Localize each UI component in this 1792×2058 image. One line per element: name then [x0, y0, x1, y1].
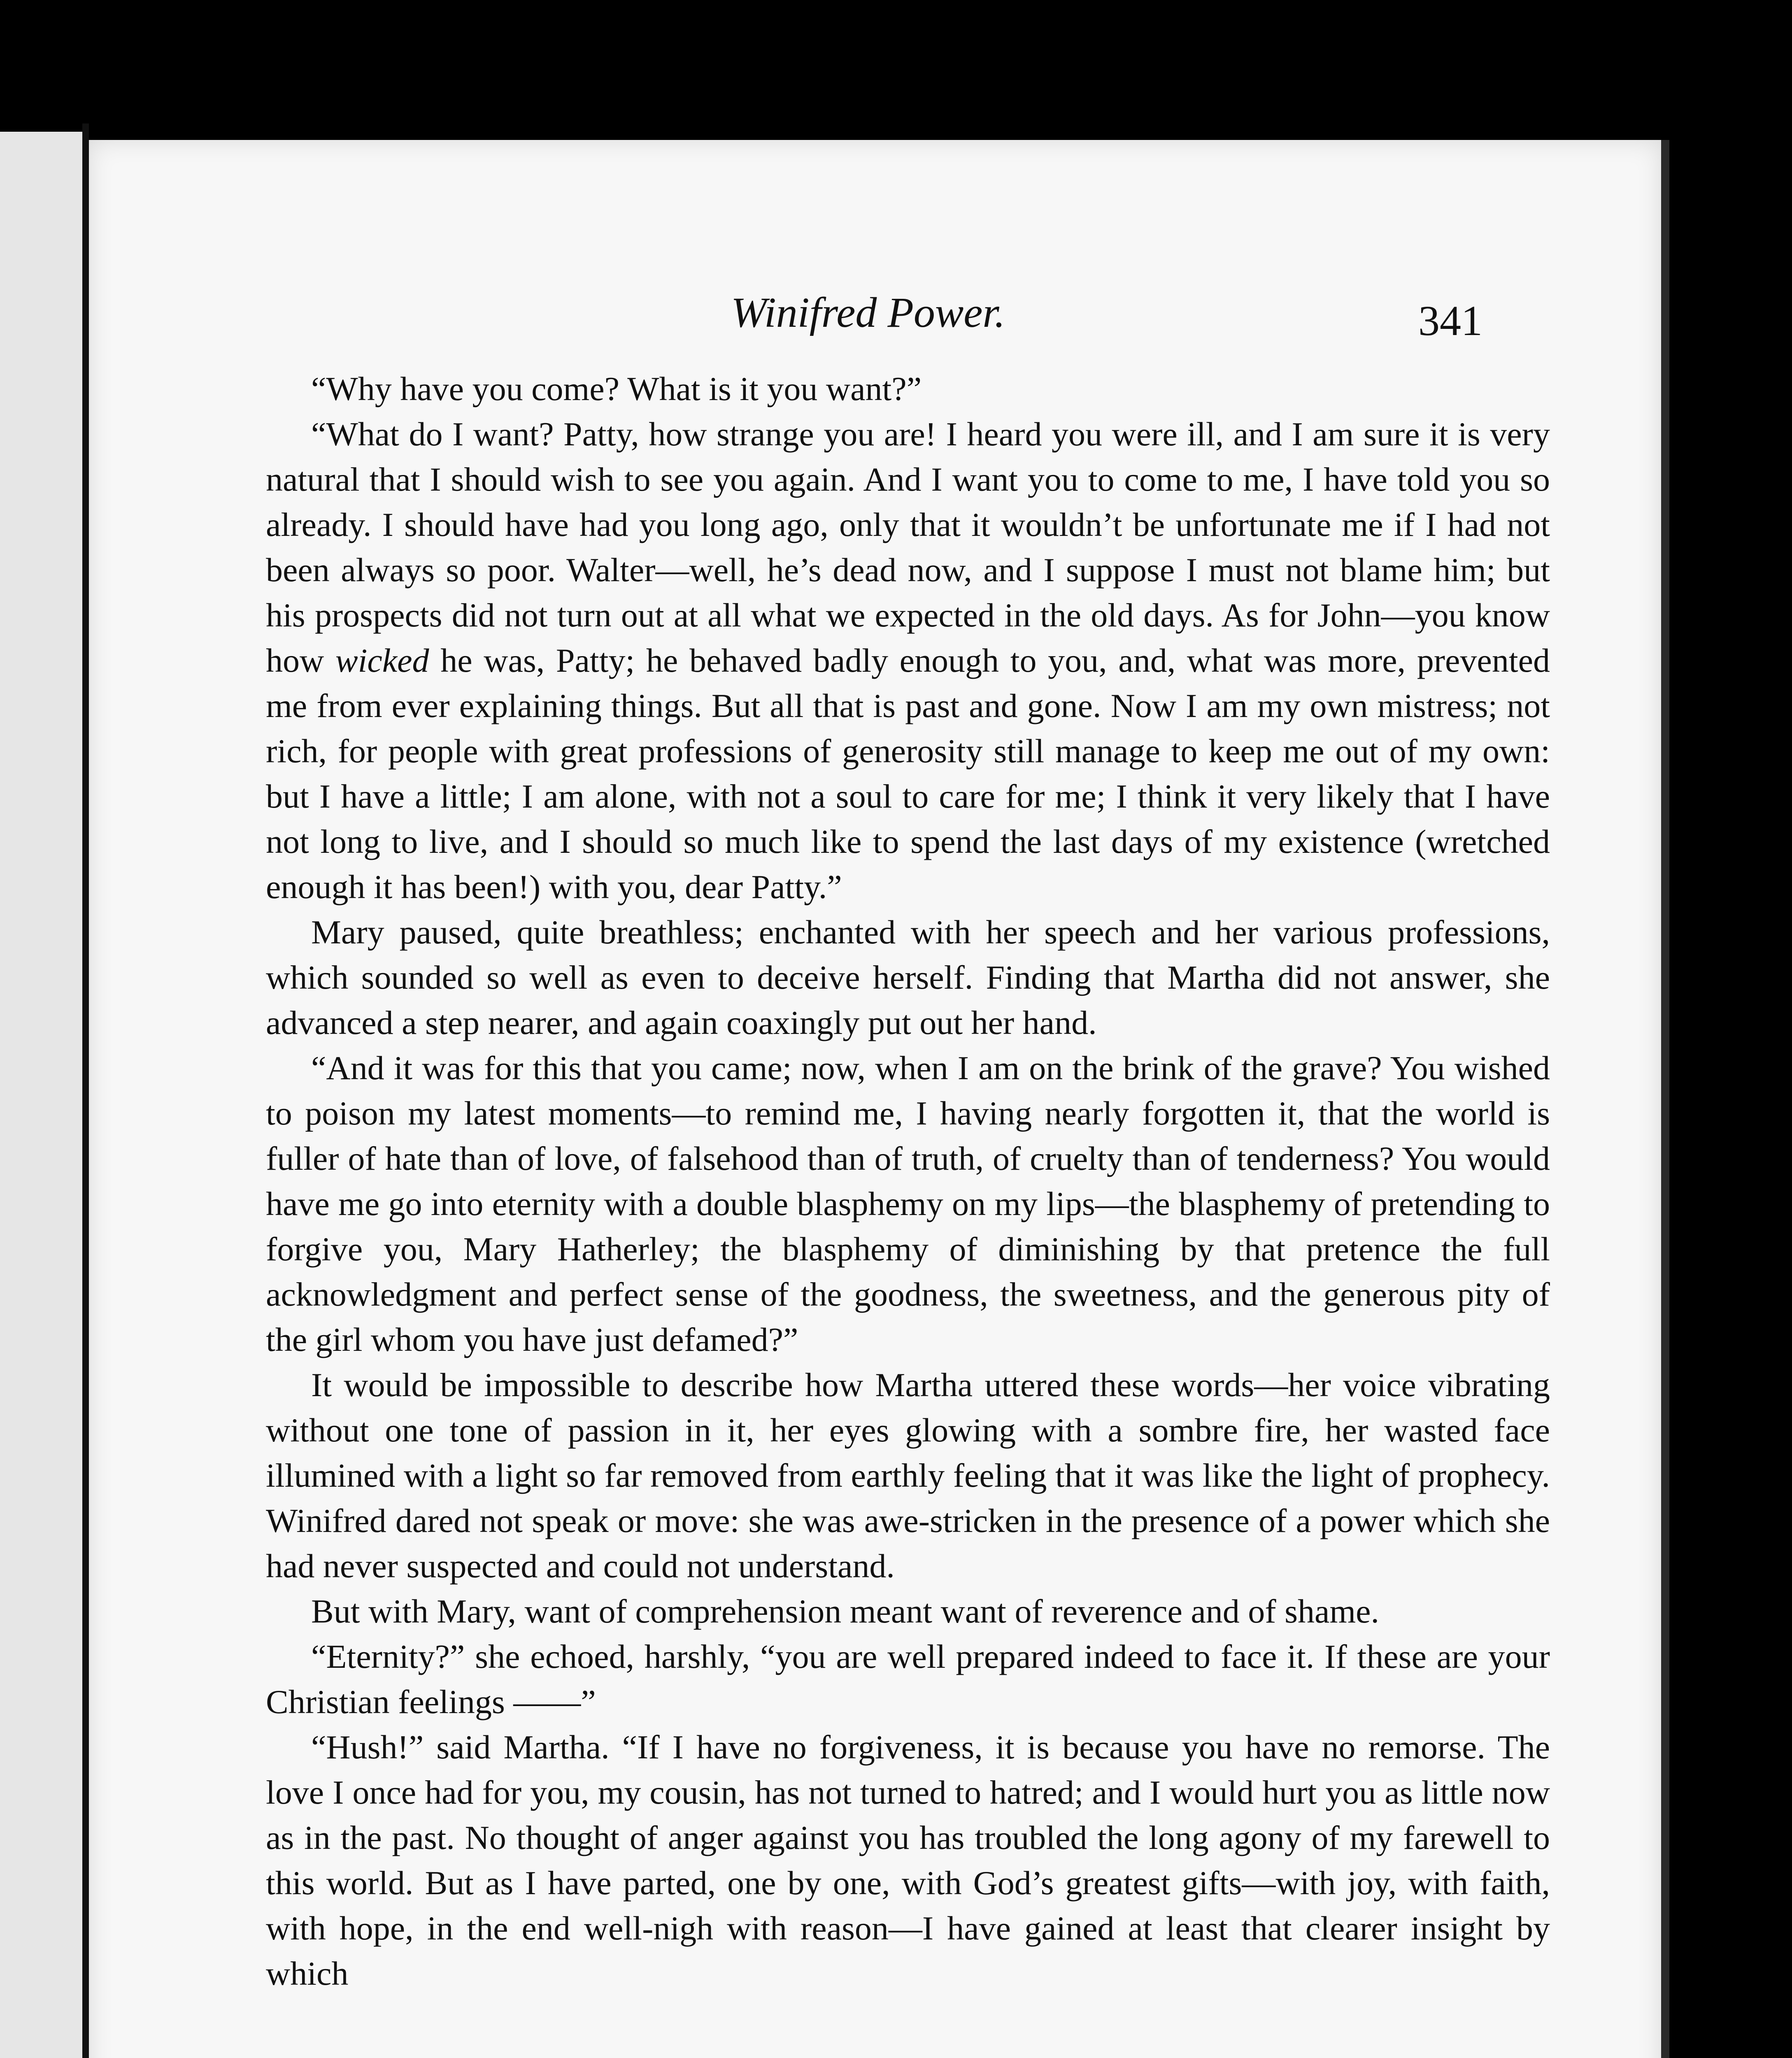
running-title: Winifred Power. — [731, 289, 1005, 336]
paragraph: Mary paused, quite breathless; enchanted with her speech and her various professions, which sounded so well as even to deceive herself. Finding that Martha did not answer, she advanced a step nearer, and again coaxingly put out her hand. — [266, 913, 1550, 1041]
paragraph: “Eternity?” she echoed, harshly, “you are well prepared indeed to face it. If these are your Christian feelings ——” — [266, 1638, 1550, 1720]
left-page-edge — [0, 132, 88, 2058]
book-gutter — [82, 123, 89, 2058]
body-text — [266, 366, 1550, 1996]
paragraph — [266, 412, 1550, 910]
paragraph-text: “What do I want? Patty, how strange you are! I heard you were ill, and I am sure it is very natural that I should wish to see you again. And I want you to come to me, I have told you so already. I should have had you long ago, only that it wouldn’t be unfortunate me if I had not been always so poor. Walter—well, he’s dead now, and I suppose I must not blame him; but his prospects did not turn out at all what we expected in the old days. As for John—you know how — [266, 415, 1550, 679]
right-page-edge — [1661, 140, 1669, 2058]
paragraph: “And it was for this that you came; now, when I am on the brink of the grave? You wished to poison my latest moments—to remind me, I having nearly forgotten it, that the world is fuller of hate than of love, of falsehood than of truth, of cruelty than of tenderness? You would have me go into eternity with a double blasphemy on my lips—the blasphemy of pretending to forgive you, Mary Hatherley; the blasphemy of diminishing by that pretence the full acknowledgment and perfect sense of the goodness, the sweetness, and the generous pity of the girl whom you have just defamed?” — [266, 1049, 1550, 1358]
paragraph: It would be impossible to describe how Martha uttered these words—her voice vibrating without one tone of passion in it, her eyes glowing with a sombre fire, her wasted face illumined with a light so far removed from earthly feeling that it was like the light of prophecy. Winifred dared not speak or move: she was awe-stricken in the presence of a power which she had never suspected and could not understand. — [266, 1366, 1550, 1585]
paragraph-text: he was, Patty; he behaved badly enough to you, and, what was more, prevented me from ever explaining things. But all that is past and gone. Now I am my own mistress; not rich, for people with great professions of generosity still manage to keep me out of my own: but I have a little; I am alone, with not a soul to care for me; I think it very likely that I have not long to live, and I should so much like to spend the last days of my existence (wretched enough it has been!) with you, dear Patty.” — [266, 642, 1550, 906]
paragraph: “Why have you come? What is it you want?” — [311, 370, 922, 407]
running-head — [89, 288, 1661, 370]
emphasis-wicked: wicked — [335, 642, 429, 679]
book-page — [89, 140, 1661, 2058]
paragraph: “Hush!” said Martha. “If I have no forgiveness, it is because you have no remorse. The love I once had for you, my cousin, has not turned to hatred; and I would hurt you as little now as in the past. No thought of anger against you has troubled the long agony of my farewell to this world. But as I have parted, one by one, with God’s greatest gifts—with joy, with faith, with hope, in the end well-nigh with reason—I have gained at least that clearer insight by which — [266, 1728, 1550, 1992]
paragraph: But with Mary, want of comprehension meant want of reverence and of shame. — [311, 1592, 1380, 1630]
page-number: 341 — [1418, 297, 1482, 345]
